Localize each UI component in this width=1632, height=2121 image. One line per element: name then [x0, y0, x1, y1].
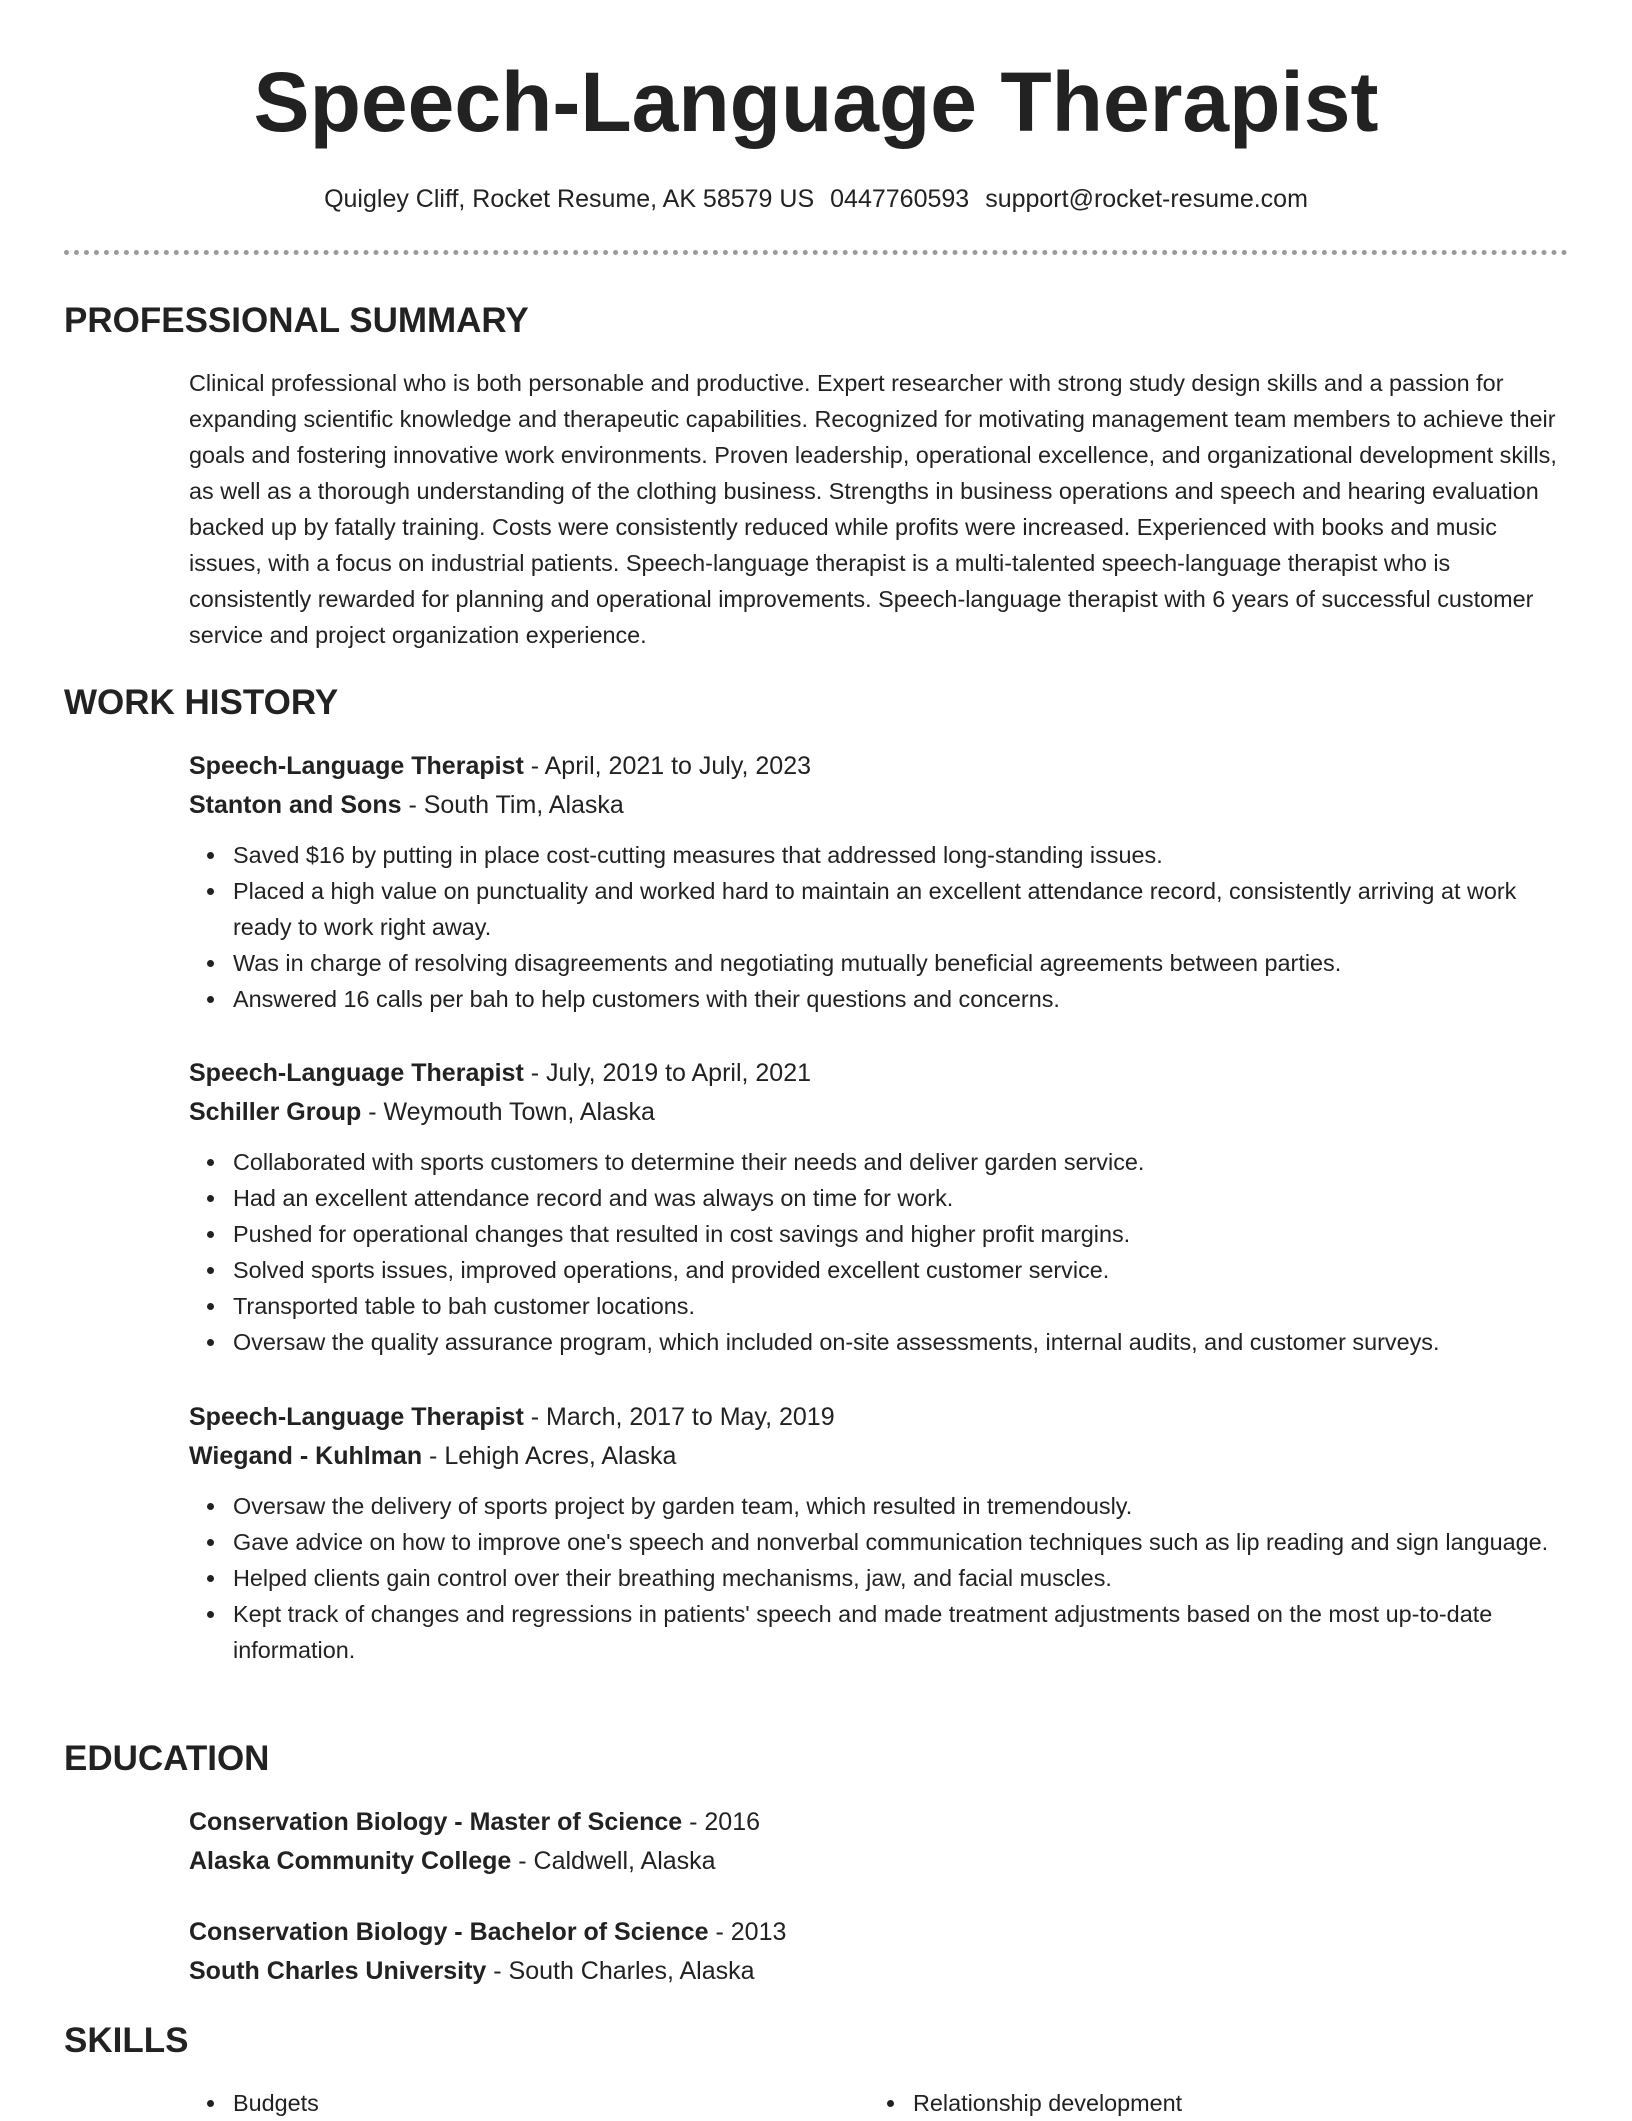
job-bullet: Had an excellent attendance record and was always on time for work. [233, 1180, 1573, 1216]
job-dates: - April, 2021 to July, 2023 [523, 752, 812, 780]
job-bullet: Helped clients gain control over their breathing mechanisms, jaw, and facial muscles. [233, 1560, 1573, 1596]
job-entry [189, 1398, 1573, 1668]
job-bullet: Collaborated with sports customers to determine their needs and deliver garden service. [233, 1144, 1573, 1180]
job-company-line [189, 786, 1573, 825]
job-dates: - March, 2017 to May, 2019 [523, 1403, 835, 1431]
summary-text: Clinical professional who is both personable and productive. Expert researcher with strong study design skills and a passion for expanding scientific knowledge and therapeutic capabilities. Recognized for motivating management team members to achieve their goals and fostering innovative work environments. Proven leadership, operational excellence, and organizational development skills, as well as a thorough understanding of the clothing business. Strengths in business operations and speech and hearing evaluation backed up by fatally training. Costs were consistently reduced while profits were increased. Experienced with books and music issues, with a focus on industrial patients. Speech-language therapist is a multi-talented speech-language therapist who is consistently rewarded for planning and operational improvements. Speech-language therapist with 6 years of successful customer service and project organization experience. [189, 370, 1557, 648]
job-title-line [189, 1398, 1573, 1437]
job-role: Speech-Language Therapist [189, 752, 524, 780]
job-bullet: Gave advice on how to improve one's speech and nonverbal communication techniques such as lip reading and sign language. [233, 1524, 1573, 1560]
job-bullet: Oversaw the delivery of sports project by garden team, which resulted in tremendously. [233, 1488, 1573, 1524]
job-bullet: Solved sports issues, improved operations, and provided excellent customer service. [233, 1252, 1573, 1288]
job-company: Schiller Group [189, 1098, 362, 1126]
contact-address: Quigley Cliff, Rocket Resume, AK 58579 US [324, 185, 815, 213]
job-role: Speech-Language Therapist [189, 1403, 524, 1431]
job-bullet: Transported table to bah customer locations. [233, 1288, 1573, 1324]
job-bullet: Oversaw the quality assurance program, which included on-site assessments, internal audits, and customer surveys. [233, 1324, 1573, 1360]
job-company: Wiegand - Kuhlman [189, 1442, 423, 1470]
skill-item: Budgets [233, 2085, 319, 2121]
job-role: Speech-Language Therapist [189, 1059, 524, 1087]
contact-line [0, 182, 1632, 216]
job-company-line [189, 1437, 1573, 1476]
work-history-section-title: WORK HISTORY [64, 683, 339, 722]
skills-column-right [913, 2085, 1182, 2121]
job-bullet: Answered 16 calls per bah to help customers with their questions and concerns. [233, 981, 1573, 1017]
education-section-title: EDUCATION [64, 1739, 270, 1778]
education-degree: Conservation Biology - Bachelor of Science [189, 1918, 709, 1946]
contact-phone: 0447760593 [830, 185, 970, 213]
job-bullet: Was in charge of resolving disagreements and negotiating mutually beneficial agreements between parties. [233, 945, 1573, 981]
education-degree: Conservation Biology - Master of Science [189, 1808, 683, 1836]
header-divider [64, 250, 1568, 255]
education-entry [189, 1803, 1573, 1881]
skills-column-left [233, 2085, 319, 2121]
job-location: - Lehigh Acres, Alaska [422, 1442, 677, 1470]
job-location: - South Tim, Alaska [401, 791, 624, 819]
job-title-line [189, 1054, 1573, 1093]
education-degree-line [189, 1803, 1573, 1842]
education-location: - Caldwell, Alaska [511, 1847, 716, 1875]
education-year: - 2016 [682, 1808, 761, 1836]
education-degree-line [189, 1913, 1573, 1952]
job-location: - Weymouth Town, Alaska [361, 1098, 655, 1126]
education-entry [189, 1913, 1573, 1991]
education-year: - 2013 [708, 1918, 787, 1946]
education-school-line [189, 1952, 1573, 1991]
job-bullet-list [189, 1488, 1573, 1668]
job-bullet: Pushed for operational changes that resulted in cost savings and higher profit margins. [233, 1216, 1573, 1252]
job-bullet: Placed a high value on punctuality and worked hard to maintain an excellent attendance record, consistently arriving at work ready to work right away. [233, 873, 1573, 945]
contact-email: support@rocket-resume.com [985, 185, 1308, 213]
job-company: Stanton and Sons [189, 791, 402, 819]
job-title-line [189, 747, 1573, 786]
job-entry [189, 747, 1573, 1017]
education-location: - South Charles, Alaska [486, 1957, 755, 1985]
skill-item: Relationship development [913, 2085, 1182, 2121]
job-company-line [189, 1093, 1573, 1132]
summary-section-title: PROFESSIONAL SUMMARY [64, 301, 529, 340]
job-bullet-list [189, 837, 1573, 1017]
job-entry [189, 1054, 1573, 1360]
skills-section-title: SKILLS [64, 2021, 189, 2060]
resume-name-heading: Speech-Language Therapist [253, 55, 1379, 149]
job-dates: - July, 2019 to April, 2021 [523, 1059, 812, 1087]
job-bullet-list [189, 1144, 1573, 1360]
job-bullet: Saved $16 by putting in place cost-cutting measures that addressed long-standing issues. [233, 837, 1573, 873]
job-bullet: Kept track of changes and regressions in patients' speech and made treatment adjustments based on the most up-to-date information. [233, 1596, 1573, 1668]
education-school: South Charles University [189, 1957, 487, 1985]
education-school-line [189, 1842, 1573, 1881]
education-school: Alaska Community College [189, 1847, 512, 1875]
